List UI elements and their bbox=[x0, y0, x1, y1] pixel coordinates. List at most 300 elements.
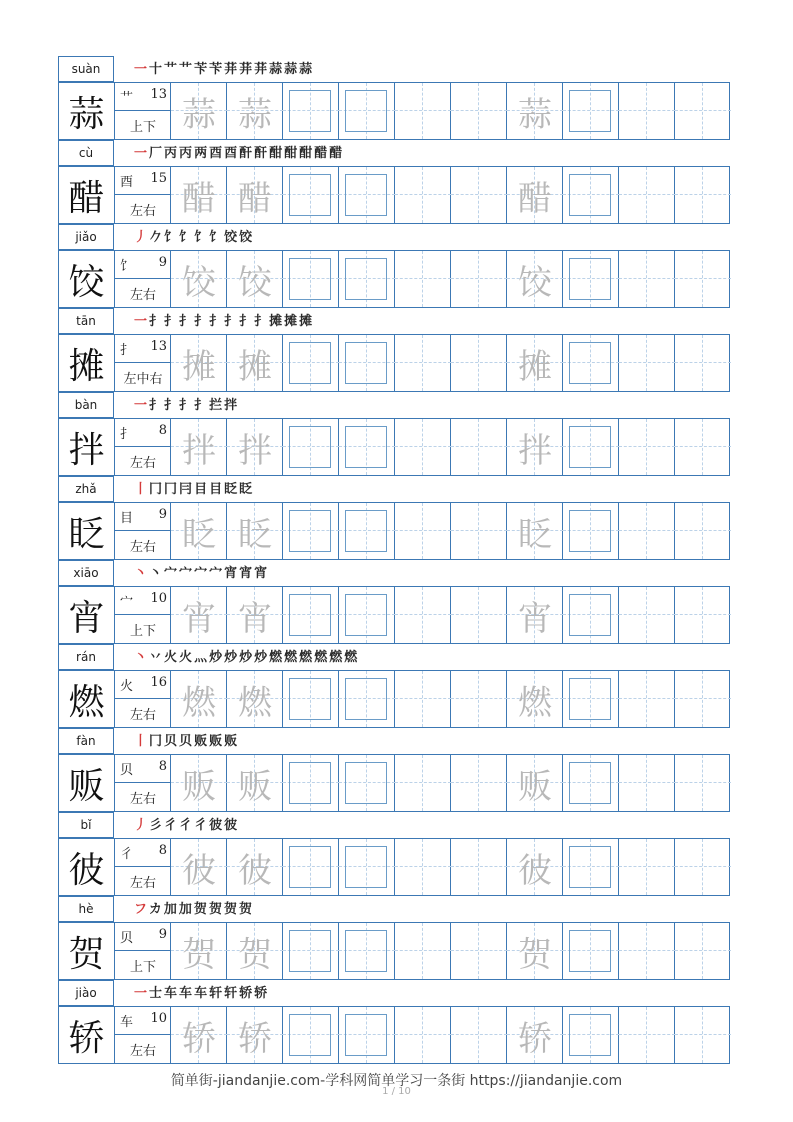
character-info bbox=[115, 419, 171, 475]
trace-character: 贺 bbox=[238, 934, 272, 975]
vertical-guide-line bbox=[422, 587, 423, 643]
trace-cell bbox=[227, 419, 283, 475]
inner-square bbox=[569, 1014, 611, 1056]
stroke-step: 燃 bbox=[299, 650, 315, 665]
blank-practice-cell bbox=[675, 923, 731, 979]
vertical-guide-line bbox=[702, 167, 703, 223]
vertical-guide-line bbox=[646, 923, 647, 979]
trace-cell bbox=[171, 1007, 227, 1063]
vertical-guide-line bbox=[478, 419, 479, 475]
stroke-step: 摊 bbox=[269, 314, 285, 329]
horizontal-guide-line bbox=[619, 866, 675, 867]
stroke-step: 丨 bbox=[134, 482, 150, 497]
vertical-guide-line bbox=[422, 839, 423, 895]
inner-square bbox=[345, 342, 387, 384]
inner-square bbox=[569, 342, 611, 384]
character-info bbox=[115, 587, 171, 643]
radical-label: 宀 bbox=[120, 595, 134, 610]
trace-cell bbox=[171, 335, 227, 391]
pinyin-label: cù bbox=[58, 140, 114, 166]
blank-practice-cell bbox=[395, 671, 451, 727]
trace-character: 贺 bbox=[182, 934, 216, 975]
copy-square-cell bbox=[283, 1007, 339, 1063]
vertical-guide-line bbox=[422, 1007, 423, 1063]
stroke-step: 蒜 bbox=[299, 62, 315, 77]
inner-square bbox=[569, 846, 611, 888]
stroke-step: 车 bbox=[164, 986, 180, 1001]
stroke-step: 彳 bbox=[179, 818, 195, 833]
model-character: 眨 bbox=[59, 503, 115, 559]
blank-practice-cell bbox=[395, 1007, 451, 1063]
blank-practice-cell bbox=[451, 167, 507, 223]
blank-practice-cell bbox=[675, 251, 731, 307]
trace-character: 眨 bbox=[518, 514, 552, 555]
vertical-guide-line bbox=[422, 335, 423, 391]
trace-cell bbox=[227, 335, 283, 391]
blank-practice-cell bbox=[451, 839, 507, 895]
vertical-guide-line bbox=[646, 419, 647, 475]
blank-practice-cell bbox=[395, 83, 451, 139]
vertical-guide-line bbox=[702, 923, 703, 979]
trace-cell bbox=[227, 755, 283, 811]
trace-cell bbox=[171, 503, 227, 559]
stroke-step: 宀 bbox=[209, 566, 225, 581]
blank-practice-cell bbox=[675, 419, 731, 475]
stroke-step: 饺 bbox=[224, 230, 240, 245]
stroke-step: 轿 bbox=[239, 986, 255, 1001]
character-entry bbox=[58, 980, 730, 1064]
trace-character: 燃 bbox=[238, 682, 272, 723]
stroke-step: 火 bbox=[179, 650, 195, 665]
blank-practice-cell bbox=[395, 251, 451, 307]
stroke-count: 16 bbox=[150, 675, 167, 690]
stroke-step: 彼 bbox=[224, 818, 240, 833]
vertical-guide-line bbox=[646, 587, 647, 643]
stroke-count: 13 bbox=[150, 87, 167, 102]
stroke-step: 贩 bbox=[194, 734, 210, 749]
copy-square-cell bbox=[563, 839, 619, 895]
inner-square bbox=[289, 846, 331, 888]
copy-square-cell bbox=[283, 83, 339, 139]
pinyin-row bbox=[58, 812, 730, 838]
trace-cell bbox=[507, 419, 563, 475]
copy-square-cell bbox=[339, 503, 395, 559]
stroke-count: 13 bbox=[150, 339, 167, 354]
stroke-step: 摊 bbox=[299, 314, 315, 329]
structure-label: 左右 bbox=[129, 875, 156, 891]
copy-square-cell bbox=[563, 923, 619, 979]
stroke-step: 丙 bbox=[179, 146, 195, 161]
copy-square-cell bbox=[563, 251, 619, 307]
inner-square bbox=[345, 1014, 387, 1056]
stroke-step: 丶 bbox=[134, 566, 150, 581]
radical-label: 车 bbox=[120, 1015, 134, 1030]
stroke-step: 火 bbox=[164, 650, 180, 665]
vertical-guide-line bbox=[478, 587, 479, 643]
stroke-count: 10 bbox=[150, 1011, 167, 1026]
practice-grid-row bbox=[58, 670, 730, 728]
horizontal-guide-line bbox=[675, 782, 731, 783]
stroke-step: 摊 bbox=[284, 314, 300, 329]
pinyin-row bbox=[58, 56, 730, 82]
horizontal-guide-line bbox=[451, 278, 507, 279]
trace-cell bbox=[507, 251, 563, 307]
copy-square-cell bbox=[563, 755, 619, 811]
copy-square-cell bbox=[339, 167, 395, 223]
character-entry bbox=[58, 812, 730, 896]
stroke-step: 炒 bbox=[239, 650, 255, 665]
blank-practice-cell bbox=[619, 419, 675, 475]
character-entry bbox=[58, 392, 730, 476]
inner-square bbox=[345, 762, 387, 804]
pinyin-label: jiào bbox=[58, 980, 114, 1006]
inner-square bbox=[345, 258, 387, 300]
radical-label: 酉 bbox=[120, 175, 134, 190]
blank-practice-cell bbox=[395, 587, 451, 643]
trace-character: 摊 bbox=[182, 346, 216, 387]
stroke-step: 扌 bbox=[254, 314, 270, 329]
inner-square bbox=[345, 174, 387, 216]
copy-square-cell bbox=[339, 419, 395, 475]
pinyin-row bbox=[58, 980, 730, 1006]
vertical-guide-line bbox=[702, 83, 703, 139]
stroke-step: 扌 bbox=[194, 314, 210, 329]
stroke-step: 灬 bbox=[194, 650, 210, 665]
trace-cell bbox=[507, 839, 563, 895]
horizontal-guide-line bbox=[451, 614, 507, 615]
trace-cell bbox=[507, 503, 563, 559]
radical-label: 彳 bbox=[120, 847, 134, 862]
trace-cell bbox=[507, 755, 563, 811]
stroke-step: 轿 bbox=[254, 986, 270, 1001]
model-character: 贺 bbox=[59, 923, 115, 979]
structure-label: 上下 bbox=[129, 119, 156, 135]
stroke-step: 冂 bbox=[149, 482, 165, 497]
vertical-guide-line bbox=[702, 839, 703, 895]
trace-character: 贩 bbox=[182, 766, 216, 807]
radical-label: 目 bbox=[120, 511, 134, 526]
pinyin-label: tān bbox=[58, 308, 114, 334]
stroke-step: 艹 bbox=[179, 62, 195, 77]
practice-grid-row bbox=[58, 418, 730, 476]
stroke-order-sequence bbox=[134, 899, 254, 921]
stroke-step: 丷 bbox=[149, 650, 165, 665]
blank-practice-cell bbox=[451, 671, 507, 727]
trace-cell bbox=[171, 923, 227, 979]
stroke-count: 9 bbox=[158, 507, 167, 522]
horizontal-guide-line bbox=[395, 866, 451, 867]
blank-practice-cell bbox=[395, 503, 451, 559]
inner-square bbox=[289, 342, 331, 384]
stroke-step: 荓 bbox=[254, 62, 270, 77]
stroke-order-sequence bbox=[134, 983, 269, 1005]
copy-square-cell bbox=[339, 923, 395, 979]
horizontal-guide-line bbox=[451, 698, 507, 699]
radical-label: 艹 bbox=[120, 91, 134, 106]
trace-character: 蒜 bbox=[518, 94, 552, 135]
blank-practice-cell bbox=[675, 335, 731, 391]
pinyin-row bbox=[58, 644, 730, 670]
model-character: 燃 bbox=[59, 671, 115, 727]
blank-practice-cell bbox=[395, 335, 451, 391]
character-entry bbox=[58, 560, 730, 644]
trace-character: 贩 bbox=[238, 766, 272, 807]
vertical-guide-line bbox=[478, 923, 479, 979]
stroke-step: 扌 bbox=[164, 314, 180, 329]
blank-practice-cell bbox=[619, 83, 675, 139]
stroke-step: 彡 bbox=[149, 818, 165, 833]
vertical-guide-line bbox=[646, 335, 647, 391]
stroke-step: 扌 bbox=[149, 398, 165, 413]
vertical-guide-line bbox=[702, 503, 703, 559]
vertical-guide-line bbox=[478, 671, 479, 727]
model-character: 拌 bbox=[59, 419, 115, 475]
copy-square-cell bbox=[563, 335, 619, 391]
stroke-step: 丶 bbox=[134, 650, 150, 665]
practice-grid-row bbox=[58, 250, 730, 308]
blank-practice-cell bbox=[451, 83, 507, 139]
copy-square-cell bbox=[339, 1007, 395, 1063]
character-entry bbox=[58, 140, 730, 224]
character-info bbox=[115, 503, 171, 559]
blank-practice-cell bbox=[619, 671, 675, 727]
trace-cell bbox=[227, 671, 283, 727]
blank-practice-cell bbox=[451, 335, 507, 391]
horizontal-guide-line bbox=[619, 194, 675, 195]
copy-square-cell bbox=[283, 503, 339, 559]
stroke-step: 贺 bbox=[208, 902, 224, 917]
vertical-guide-line bbox=[478, 1007, 479, 1063]
inner-square bbox=[569, 930, 611, 972]
trace-character: 轿 bbox=[518, 1018, 552, 1059]
trace-character: 宵 bbox=[238, 598, 272, 639]
stroke-count: 8 bbox=[158, 759, 167, 774]
radical-label: 扌 bbox=[120, 427, 134, 442]
trace-cell bbox=[171, 83, 227, 139]
trace-cell bbox=[171, 419, 227, 475]
vertical-guide-line bbox=[422, 503, 423, 559]
stroke-step: 炒 bbox=[209, 650, 225, 665]
stroke-order-sequence bbox=[134, 311, 314, 333]
copy-square-cell bbox=[563, 587, 619, 643]
stroke-step: 扌 bbox=[164, 398, 180, 413]
vertical-guide-line bbox=[422, 251, 423, 307]
stroke-step: 贺 bbox=[223, 902, 239, 917]
stroke-step: 拦 bbox=[209, 398, 225, 413]
stroke-step: 醋 bbox=[314, 146, 330, 161]
trace-character: 贺 bbox=[518, 934, 552, 975]
practice-grid-row bbox=[58, 334, 730, 392]
trace-character: 宵 bbox=[182, 598, 216, 639]
blank-practice-cell bbox=[451, 755, 507, 811]
stroke-order-sequence bbox=[134, 395, 239, 417]
vertical-guide-line bbox=[646, 1007, 647, 1063]
inner-square bbox=[289, 678, 331, 720]
character-entry bbox=[58, 56, 730, 140]
trace-character: 醋 bbox=[182, 178, 216, 219]
practice-grid-row bbox=[58, 754, 730, 812]
stroke-step: 饣 bbox=[164, 230, 180, 245]
copy-square-cell bbox=[283, 587, 339, 643]
model-character: 饺 bbox=[59, 251, 115, 307]
trace-character: 摊 bbox=[518, 346, 552, 387]
blank-practice-cell bbox=[619, 839, 675, 895]
stroke-step: 车 bbox=[194, 986, 210, 1001]
copy-square-cell bbox=[563, 419, 619, 475]
horizontal-guide-line bbox=[619, 110, 675, 111]
copy-square-cell bbox=[339, 83, 395, 139]
stroke-count: 8 bbox=[158, 423, 167, 438]
trace-cell bbox=[171, 671, 227, 727]
copy-square-cell bbox=[283, 755, 339, 811]
blank-practice-cell bbox=[451, 419, 507, 475]
stroke-step: 扌 bbox=[179, 398, 195, 413]
blank-practice-cell bbox=[395, 839, 451, 895]
trace-cell bbox=[507, 1007, 563, 1063]
structure-label: 左右 bbox=[129, 455, 156, 471]
vertical-guide-line bbox=[478, 755, 479, 811]
stroke-order-sequence bbox=[134, 227, 254, 249]
pinyin-label: zhǎ bbox=[58, 476, 114, 502]
blank-practice-cell bbox=[451, 503, 507, 559]
practice-grid-row bbox=[58, 922, 730, 980]
vertical-guide-line bbox=[702, 419, 703, 475]
stroke-count: 10 bbox=[150, 591, 167, 606]
model-character: 蒜 bbox=[59, 83, 115, 139]
character-info bbox=[115, 671, 171, 727]
horizontal-guide-line bbox=[451, 110, 507, 111]
vertical-guide-line bbox=[646, 839, 647, 895]
radical-label: 饣 bbox=[120, 259, 134, 274]
stroke-step: 饣 bbox=[179, 230, 195, 245]
horizontal-guide-line bbox=[451, 194, 507, 195]
blank-practice-cell bbox=[675, 839, 731, 895]
blank-practice-cell bbox=[451, 251, 507, 307]
stroke-step: 酣 bbox=[284, 146, 300, 161]
trace-character: 蒜 bbox=[238, 94, 272, 135]
inner-square bbox=[289, 1014, 331, 1056]
structure-label: 左右 bbox=[129, 707, 156, 723]
radical-label: 火 bbox=[120, 679, 134, 694]
vertical-guide-line bbox=[478, 839, 479, 895]
inner-square bbox=[345, 510, 387, 552]
horizontal-guide-line bbox=[395, 950, 451, 951]
radical-label: 贝 bbox=[120, 763, 134, 778]
stroke-order-sequence bbox=[134, 647, 359, 669]
stroke-step: 燃 bbox=[269, 650, 285, 665]
horizontal-guide-line bbox=[675, 950, 731, 951]
trace-cell bbox=[171, 839, 227, 895]
copy-square-cell bbox=[339, 251, 395, 307]
pinyin-row bbox=[58, 476, 730, 502]
stroke-step: 士 bbox=[149, 986, 165, 1001]
vertical-guide-line bbox=[646, 251, 647, 307]
trace-cell bbox=[507, 167, 563, 223]
trace-character: 眨 bbox=[182, 514, 216, 555]
blank-practice-cell bbox=[675, 1007, 731, 1063]
trace-character: 饺 bbox=[182, 262, 216, 303]
horizontal-guide-line bbox=[675, 698, 731, 699]
trace-cell bbox=[227, 251, 283, 307]
horizontal-guide-line bbox=[675, 446, 731, 447]
stroke-step: 扌 bbox=[179, 314, 195, 329]
stroke-step: 贺 bbox=[193, 902, 209, 917]
horizontal-guide-line bbox=[675, 1034, 731, 1035]
vertical-guide-line bbox=[478, 335, 479, 391]
vertical-guide-line bbox=[646, 671, 647, 727]
horizontal-guide-line bbox=[395, 278, 451, 279]
trace-character: 宵 bbox=[518, 598, 552, 639]
footer-text: 简单街-jiandanjie.com-学科网简单学习一条街 https://jiandanjie.com bbox=[170, 1073, 623, 1089]
stroke-step: 饺 bbox=[239, 230, 255, 245]
vertical-guide-line bbox=[478, 83, 479, 139]
trace-character: 醋 bbox=[238, 178, 272, 219]
horizontal-guide-line bbox=[395, 446, 451, 447]
blank-practice-cell bbox=[619, 335, 675, 391]
inner-square bbox=[569, 174, 611, 216]
inner-square bbox=[289, 426, 331, 468]
horizontal-guide-line bbox=[619, 530, 675, 531]
character-entry bbox=[58, 728, 730, 812]
stroke-order-sequence bbox=[134, 143, 344, 165]
trace-cell bbox=[171, 755, 227, 811]
stroke-step: 贩 bbox=[209, 734, 225, 749]
stroke-step: 扌 bbox=[239, 314, 255, 329]
pinyin-label: xiāo bbox=[58, 560, 114, 586]
model-character: 摊 bbox=[59, 335, 115, 391]
writing-practice-sheet bbox=[58, 56, 730, 1064]
trace-cell bbox=[507, 923, 563, 979]
inner-square bbox=[345, 594, 387, 636]
radical-label: 贝 bbox=[120, 931, 134, 946]
stroke-step: カ bbox=[148, 902, 164, 917]
inner-square bbox=[569, 762, 611, 804]
character-info bbox=[115, 923, 171, 979]
stroke-step: 饣 bbox=[209, 230, 225, 245]
vertical-guide-line bbox=[646, 755, 647, 811]
trace-character: 轿 bbox=[238, 1018, 272, 1059]
stroke-step: 贩 bbox=[224, 734, 240, 749]
trace-cell bbox=[227, 587, 283, 643]
horizontal-guide-line bbox=[395, 362, 451, 363]
inner-square bbox=[345, 846, 387, 888]
stroke-step: 贺 bbox=[238, 902, 254, 917]
inner-square bbox=[345, 426, 387, 468]
trace-character: 醋 bbox=[518, 178, 552, 219]
model-character: 轿 bbox=[59, 1007, 115, 1063]
stroke-step: 宵 bbox=[239, 566, 255, 581]
page-number: 1 / 10 bbox=[382, 1086, 411, 1097]
horizontal-guide-line bbox=[619, 278, 675, 279]
horizontal-guide-line bbox=[675, 866, 731, 867]
trace-cell bbox=[171, 587, 227, 643]
stroke-step: 丙 bbox=[164, 146, 180, 161]
pinyin-label: bǐ bbox=[58, 812, 114, 838]
trace-character: 拌 bbox=[518, 430, 552, 471]
vertical-guide-line bbox=[702, 251, 703, 307]
copy-square-cell bbox=[283, 335, 339, 391]
vertical-guide-line bbox=[478, 167, 479, 223]
copy-square-cell bbox=[283, 923, 339, 979]
trace-cell bbox=[227, 503, 283, 559]
structure-label: 左右 bbox=[129, 287, 156, 303]
practice-grid-row bbox=[58, 82, 730, 140]
structure-label: 左右 bbox=[129, 203, 156, 219]
stroke-step: 丿 bbox=[134, 818, 150, 833]
vertical-guide-line bbox=[478, 251, 479, 307]
trace-cell bbox=[507, 587, 563, 643]
stroke-step: 加 bbox=[178, 902, 194, 917]
